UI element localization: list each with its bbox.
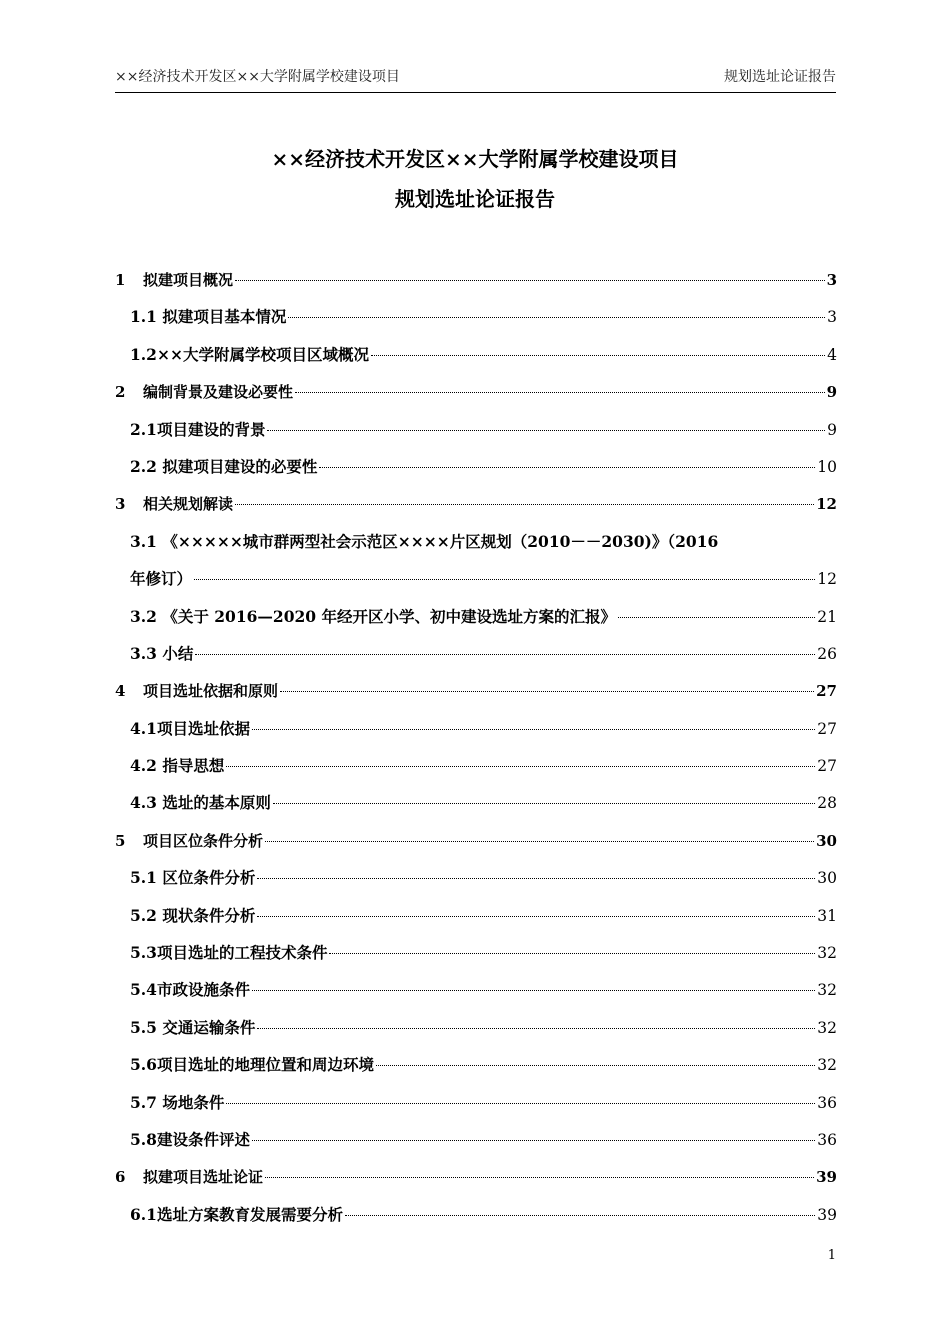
toc-entry-page: 9 xyxy=(827,420,837,439)
toc-entry-label: 小结 xyxy=(162,643,194,663)
toc-entry[interactable] xyxy=(115,266,837,303)
toc-leader-dots xyxy=(295,392,825,393)
toc-entry-number: 1.1 xyxy=(130,307,163,327)
toc-entry-number: 5.8 xyxy=(130,1129,157,1149)
title-line-1: ××经济技术开发区××大学附属学校建设项目 xyxy=(271,147,679,171)
toc-entry-page: 12 xyxy=(816,495,837,514)
toc-leader-dots xyxy=(376,1065,815,1066)
toc-entry-page: 4 xyxy=(827,345,837,364)
toc-entry-label: 项目区位条件分析 xyxy=(143,831,264,850)
toc-entry[interactable] xyxy=(115,827,837,864)
toc-entry-page: 39 xyxy=(816,1168,837,1187)
toc-entry-label: 拟建项目选址论证 xyxy=(143,1168,264,1187)
toc-entry[interactable] xyxy=(115,303,837,340)
toc-entry-number: 3.2 xyxy=(130,606,163,626)
toc-entry-number: 6 xyxy=(115,1168,126,1187)
toc-leader-dots xyxy=(319,467,815,468)
toc-entry[interactable] xyxy=(115,715,837,752)
toc-entry[interactable] xyxy=(115,378,837,415)
toc-entry-number: 2 xyxy=(115,383,126,402)
toc-entry-page: 27 xyxy=(817,719,837,738)
toc-entry-label: 《×××××城市群两型社会示范区××××片区规划（2010－－2030)》（2016 xyxy=(162,531,719,551)
toc-leader-dots xyxy=(226,766,815,767)
page-number: 1 xyxy=(827,1248,836,1263)
toc-entry[interactable] xyxy=(115,603,837,640)
toc-entry-label: 市政设施条件 xyxy=(156,980,250,1000)
toc-entry-page: 9 xyxy=(826,383,837,402)
toc-entry[interactable] xyxy=(115,640,837,677)
toc-entry[interactable] xyxy=(115,490,837,527)
toc-entry-number: 3.3 xyxy=(130,643,163,663)
title-line-2: 规划选址论证报告 xyxy=(395,187,555,211)
toc-entry[interactable] xyxy=(115,528,837,603)
toc-entry[interactable] xyxy=(115,416,837,453)
toc-entry-page: 36 xyxy=(817,1093,837,1112)
toc-entry[interactable] xyxy=(115,1014,837,1051)
toc-entry[interactable] xyxy=(115,864,837,901)
toc-leader-dots xyxy=(252,990,815,991)
toc-entry-number: 5.5 xyxy=(130,1017,163,1037)
header-project-title: ××经济技术开发区××大学附属学校建设项目 xyxy=(115,69,400,85)
toc-entry-page: 32 xyxy=(817,1056,837,1075)
toc-entry-number: 4.1 xyxy=(130,718,157,738)
toc-entry[interactable] xyxy=(115,976,837,1013)
toc-entry-label: 选址方案教育发展需要分析 xyxy=(156,1204,343,1224)
toc-entry-number: 3.1 xyxy=(130,531,163,551)
toc-leader-dots xyxy=(257,878,815,879)
toc-leader-dots xyxy=(265,841,814,842)
toc-entry-line-2 xyxy=(130,565,837,602)
toc-entry-label: 编制背景及建设必要性 xyxy=(143,383,294,402)
toc-entry-page: 30 xyxy=(817,869,837,888)
toc-entry-label: ××大学附属学校项目区域概况 xyxy=(156,344,369,364)
toc-entry-label: 场地条件 xyxy=(162,1092,225,1112)
toc-entry-page: 32 xyxy=(817,1018,837,1037)
toc-leader-dots xyxy=(618,617,815,618)
toc-leader-dots xyxy=(226,1103,815,1104)
toc-entry-page: 26 xyxy=(817,644,837,663)
table-of-contents xyxy=(115,266,837,1238)
toc-entry-label: 指导思想 xyxy=(162,756,225,776)
toc-entry-page: 31 xyxy=(817,906,837,925)
toc-entry-page: 3 xyxy=(827,308,837,327)
toc-entry-number: 5 xyxy=(115,831,126,850)
toc-entry-label: 《关于 2016—2020 年经开区小学、初中建设选址方案的汇报》 xyxy=(162,606,616,626)
toc-entry-label: 选址的基本原则 xyxy=(162,793,271,813)
toc-entry[interactable] xyxy=(115,341,837,378)
toc-entry-page: 10 xyxy=(817,457,837,476)
toc-entry-label: 拟建项目基本情况 xyxy=(162,307,287,327)
toc-entry[interactable] xyxy=(115,939,837,976)
toc-entry-number: 5.6 xyxy=(130,1055,157,1075)
toc-leader-dots xyxy=(267,430,825,431)
toc-entry-number: 6.1 xyxy=(130,1204,157,1224)
toc-leader-dots xyxy=(280,691,814,692)
toc-leader-dots xyxy=(252,729,815,730)
toc-leader-dots xyxy=(345,1215,815,1216)
toc-leader-dots xyxy=(257,1028,815,1029)
toc-leader-dots xyxy=(235,504,814,505)
toc-entry-number: 4.3 xyxy=(130,793,163,813)
toc-entry-page: 28 xyxy=(817,794,837,813)
toc-entry-page: 27 xyxy=(816,682,837,701)
toc-entry-label: 现状条件分析 xyxy=(162,905,256,925)
toc-leader-dots xyxy=(195,654,815,655)
toc-entry-number: 1 xyxy=(115,271,126,289)
toc-entry-page: 36 xyxy=(817,1130,837,1149)
toc-leader-dots xyxy=(265,1177,814,1178)
running-header xyxy=(115,66,836,93)
toc-entry-number: 5.7 xyxy=(130,1092,163,1112)
toc-entry[interactable] xyxy=(115,752,837,789)
toc-entry-number: 5.4 xyxy=(130,980,157,1000)
toc-entry-label: 建设条件评述 xyxy=(156,1129,250,1149)
toc-entry-label-continued: 年修订） xyxy=(130,569,193,589)
toc-entry-page: 21 xyxy=(817,607,837,626)
toc-entry-number: 5.2 xyxy=(130,905,163,925)
toc-entry-page: 27 xyxy=(817,757,837,776)
document-title xyxy=(0,145,950,225)
toc-leader-dots xyxy=(235,280,825,281)
toc-entry[interactable] xyxy=(115,902,837,939)
toc-entry-number: 5.1 xyxy=(130,868,163,888)
toc-entry-number: 4 xyxy=(115,682,126,701)
toc-entry[interactable] xyxy=(115,1201,837,1238)
toc-entry-page: 30 xyxy=(816,831,837,850)
toc-leader-dots xyxy=(252,1140,815,1141)
toc-entry-page: 32 xyxy=(817,944,837,963)
toc-entry[interactable] xyxy=(115,1051,837,1088)
toc-entry-label: 项目选址依据 xyxy=(156,718,250,738)
toc-entry-number: 4.2 xyxy=(130,756,163,776)
toc-entry-label: 拟建项目建设的必要性 xyxy=(162,456,318,476)
toc-leader-dots xyxy=(257,916,815,917)
toc-entry-label: 项目选址的地理位置和周边环境 xyxy=(156,1055,374,1075)
toc-entry-label: 项目选址依据和原则 xyxy=(143,682,279,701)
toc-entry-number: 5.3 xyxy=(130,943,157,963)
toc-entry[interactable] xyxy=(115,1163,837,1200)
toc-entry-label: 项目选址的工程技术条件 xyxy=(156,943,328,963)
toc-entry-label: 交通运输条件 xyxy=(162,1017,256,1037)
toc-leader-dots xyxy=(273,803,815,804)
toc-entry[interactable] xyxy=(115,1126,837,1163)
toc-entry-number: 3 xyxy=(115,495,126,514)
toc-entry-number: 2.2 xyxy=(130,456,163,476)
toc-entry-page: 32 xyxy=(817,981,837,1000)
toc-entry[interactable] xyxy=(115,677,837,714)
toc-entry-label: 拟建项目概况 xyxy=(143,271,234,289)
toc-leader-dots xyxy=(329,953,815,954)
toc-leader-dots xyxy=(288,317,825,318)
toc-entry-page: 3 xyxy=(826,271,837,289)
toc-entry-line-1 xyxy=(130,528,837,565)
toc-entry[interactable] xyxy=(115,453,837,490)
toc-entry-number: 1.2 xyxy=(130,344,157,364)
toc-leader-dots xyxy=(371,355,825,356)
toc-entry-label: 相关规划解读 xyxy=(143,495,234,514)
toc-entry-page: 12 xyxy=(817,570,837,589)
toc-entry-number: 2.1 xyxy=(130,419,157,439)
toc-entry-label: 项目建设的背景 xyxy=(156,419,266,439)
header-report-title: 规划选址论证报告 xyxy=(724,69,836,85)
toc-entry-label: 区位条件分析 xyxy=(162,868,256,888)
toc-entry[interactable] xyxy=(115,1089,837,1126)
toc-entry[interactable] xyxy=(115,789,837,826)
toc-entry-page: 39 xyxy=(817,1205,837,1224)
toc-leader-dots xyxy=(194,579,815,580)
